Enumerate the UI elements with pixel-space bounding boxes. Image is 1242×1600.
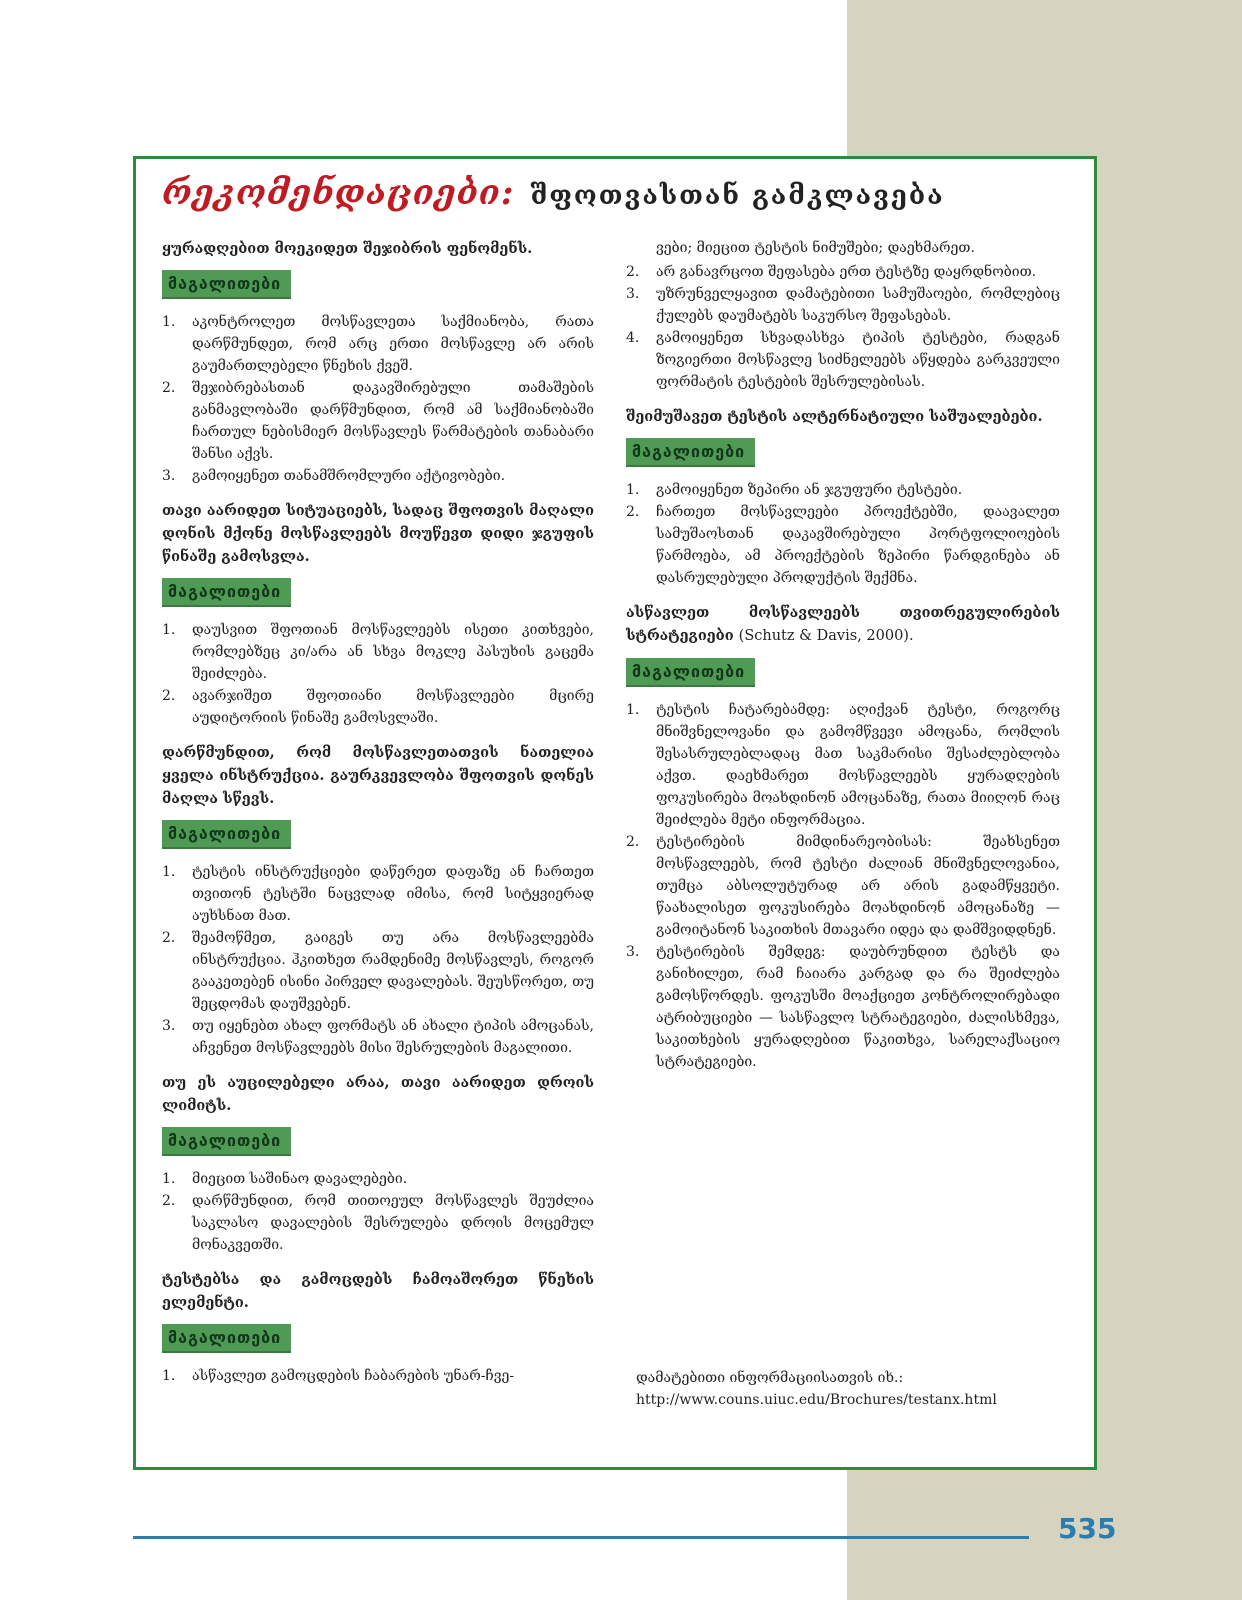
examples-list (626, 261, 1060, 393)
list-item-continuation: ვები; მიეცით ტესტის ნიმუშები; დაეხმარეთ. (656, 240, 975, 256)
section-heading: ყურადღებით მოეკიდეთ შეჯიბრის ფენომენს. (162, 240, 533, 257)
list-item: 1. აკონტროლეთ მოსწავლეთა საქმიანობა, რათა დარწმუნდეთ, რომ არც ერთი მოსწავლე არ არის გაუმართლებელი წნეხის ქვეშ. (162, 314, 594, 374)
examples-list (162, 1168, 594, 1256)
right-column (626, 237, 1060, 1085)
more-info-text: დამატებითი ინფორმაციისათვის იხ.: (636, 1370, 904, 1386)
list-item: 2. ჩართეთ მოსწავლეები პროექტებში, დაავალეთ სამუშაოსთან დაკავშირებული პორტფოლიოების წარმოება, ამ პროექტების ზეპირი წარდგინება ან დასრულებული პროდუქტის შექმნა. (626, 504, 1060, 586)
citation: (Schutz & Davis, 2000). (738, 628, 914, 644)
list-item: 1. ტესტის ჩატარებამდე: აღიქვან ტესტი, როგორც მნიშვნელოვანი და გამომწვევი ამოცანა, რომლის შესასრულებლადაც მათ საკმარისი შესაძლებლობა აქვთ. დაეხმარეთ მოსწავლეებს ყურადღების ფოკუსირება მოახდინონ ამოცანაზე, რათა მიიღონ რაც შეიძლება მეტი ინფორმაცია. (626, 702, 1060, 828)
examples-label: მაგალითები (626, 658, 755, 687)
list-item: 2. დარწმუნდით, რომ თითოეულ მოსწავლეს შეუძლია საკლასო დავალების შესრულება დროის მოცემულ მონაკვეთში. (162, 1193, 594, 1253)
left-column (162, 237, 594, 1399)
list-item: 3. ტესტირების შემდეგ: დაუბრუნდით ტესტს და განიხილეთ, რამ ჩაიარა კარგად და რა შეიძლება გამოსწორდეს. ფოკუსში მოაქციეთ კონტროლირებადი ატრიბუციები — სასწავლო სტრატეგიები, ძალისხმევა, საკითხების ყურადღებით წაკითხვა, სარელაქსაციო სტრატეგიები. (626, 944, 1060, 1070)
list-item: 2. ტესტირების მიმდინარეობისას: შეახსენეთ მოსწავლეებს, რომ ტესტი ძალიან მნიშვნელოვანია, თუმცა აბსოლუტურად არ არის გადამწყვეტი. წაახალისეთ ფოკუსირება მოახდინონ ამოცანაზე — გამოიტანონ საკითხის მთავარი იდეა და დამშვიდდნენ. (626, 834, 1060, 938)
list-item: 3. თუ იყენებთ ახალ ფორმატს ან ახალი ტიპის ამოცანას, აჩვენეთ მოსწავლეებს მისი შესრულების მაგალითი. (162, 1018, 594, 1056)
list-item: 3. გამოიყენეთ თანამშრომლური აქტივობები. (162, 468, 506, 484)
examples-list (162, 1365, 594, 1387)
footer-rule (133, 1536, 1029, 1539)
more-info (636, 1367, 1056, 1411)
page-number: 535 (1058, 1512, 1117, 1545)
examples-label: მაგალითები (162, 820, 291, 849)
examples-list (162, 619, 594, 729)
section-heading-text: ასწავლეთ მოსწავლეებს თვითრეგულირების სტრატეგიები (626, 604, 1060, 644)
examples-label: მაგალითები (162, 270, 291, 299)
section-heading: თავი აარიდეთ სიტუაციებს, სადაც შფოთვის მაღალი დონის მქონე მოსწავლეებს მოუწევთ დიდი ჯგუფის წინაშე გამოსვლა. (162, 502, 594, 565)
list-item: 1. დაუსვით შფოთიან მოსწავლეებს ისეთი კითხვები, რომლებზეც კი/არა ან სხვა მოკლე პასუხის გაცემა შეიძლება. (162, 622, 594, 682)
examples-label: მაგალითები (162, 1127, 291, 1156)
examples-list (162, 311, 594, 487)
recommendations-box (133, 156, 1097, 1470)
list-item: 2. შეამოწმეთ, გაიგეს თუ არა მოსწავლეებმა ინსტრუქცია. ჰკითხეთ რამდენიმე მოსწავლეს, როგორ გააკეთებენ ისინი პირველ დავალებას. შეუსწორეთ, თუ შეცდომას დაუშვებენ. (162, 930, 594, 1012)
list-item: 1. ტესტის ინსტრუქციები დაწერეთ დაფაზე ან ჩართეთ თვითონ ტესტში ნაცვლად იმისა, რომ სიტყვიერად აუხსნათ მათ. (162, 864, 594, 924)
list-item: 3. უზრუნველყავით დამატებითი სამუშაოები, რომლებიც ქულებს დაუმატებს საკურსო შეფასებას. (626, 286, 1060, 324)
list-item: 2. არ განავრცოთ შეფასება ერთ ტესტზე დაყრდნობით. (626, 264, 1037, 280)
examples-list (162, 861, 594, 1059)
section-heading: თუ ეს აუცილებელი არაა, თავი აარიდეთ დროის ლიმიტს. (162, 1074, 594, 1114)
section-heading: დარწმუნდით, რომ მოსწავლეთათვის ნათელია ყველა ინსტრუქცია. გაურკვევლობა შფოთვის დონეს მაღლა სწევს. (162, 744, 594, 807)
more-info-link[interactable]: http://www.couns.uiuc.edu/Brochures/testanx.html (636, 1392, 997, 1408)
section-heading: შეიმუშავეთ ტესტის ალტერნატიული საშუალებები. (626, 408, 1043, 425)
list-item: 1. მიეცით საშინაო დავალებები. (162, 1171, 408, 1187)
examples-label: მაგალითები (162, 578, 291, 607)
list-item: 1. ასწავლეთ გამოცდების ჩაბარების უნარ-ჩვე- (162, 1368, 515, 1384)
title-topic: შფოთვასთან გამკლავება (530, 181, 945, 211)
examples-list (626, 699, 1060, 1073)
list-item: 2. ავარჯიშეთ შფოთიანი მოსწავლეები მცირე აუდიტორიის წინაშე გამოსვლაში. (162, 688, 594, 726)
examples-label: მაგალითები (162, 1324, 291, 1353)
list-item: 1. გამოიყენეთ ზეპირი ან ჯგუფური ტესტები. (626, 482, 963, 498)
page-title (162, 173, 945, 223)
examples-list (626, 479, 1060, 589)
list-item: 2. შეჯიბრებასთან დაკავშირებული თამაშების განმავლობაში დარწმუნდით, რომ ამ საქმიანობაში ჩართულ ნებისმიერ მოსწავლეს წარმატების თანაბარი შანსი აქვს. (162, 380, 594, 462)
title-recommendations: რეკომენდაციები: (162, 173, 515, 213)
section-heading: ტესტებსა და გამოცდებს ჩამოაშორეთ წნეხის ელემენტი. (162, 1271, 594, 1311)
section-heading (626, 601, 1060, 648)
examples-label: მაგალითები (626, 438, 755, 467)
list-item: 4. გამოიყენეთ სხვადასხვა ტიპის ტესტები, რადგან ზოგიერთი მოსწავლე სიძნელეებს აწყდება გარკვეული ფორმატის ტესტების შესრულებისას. (626, 330, 1060, 390)
